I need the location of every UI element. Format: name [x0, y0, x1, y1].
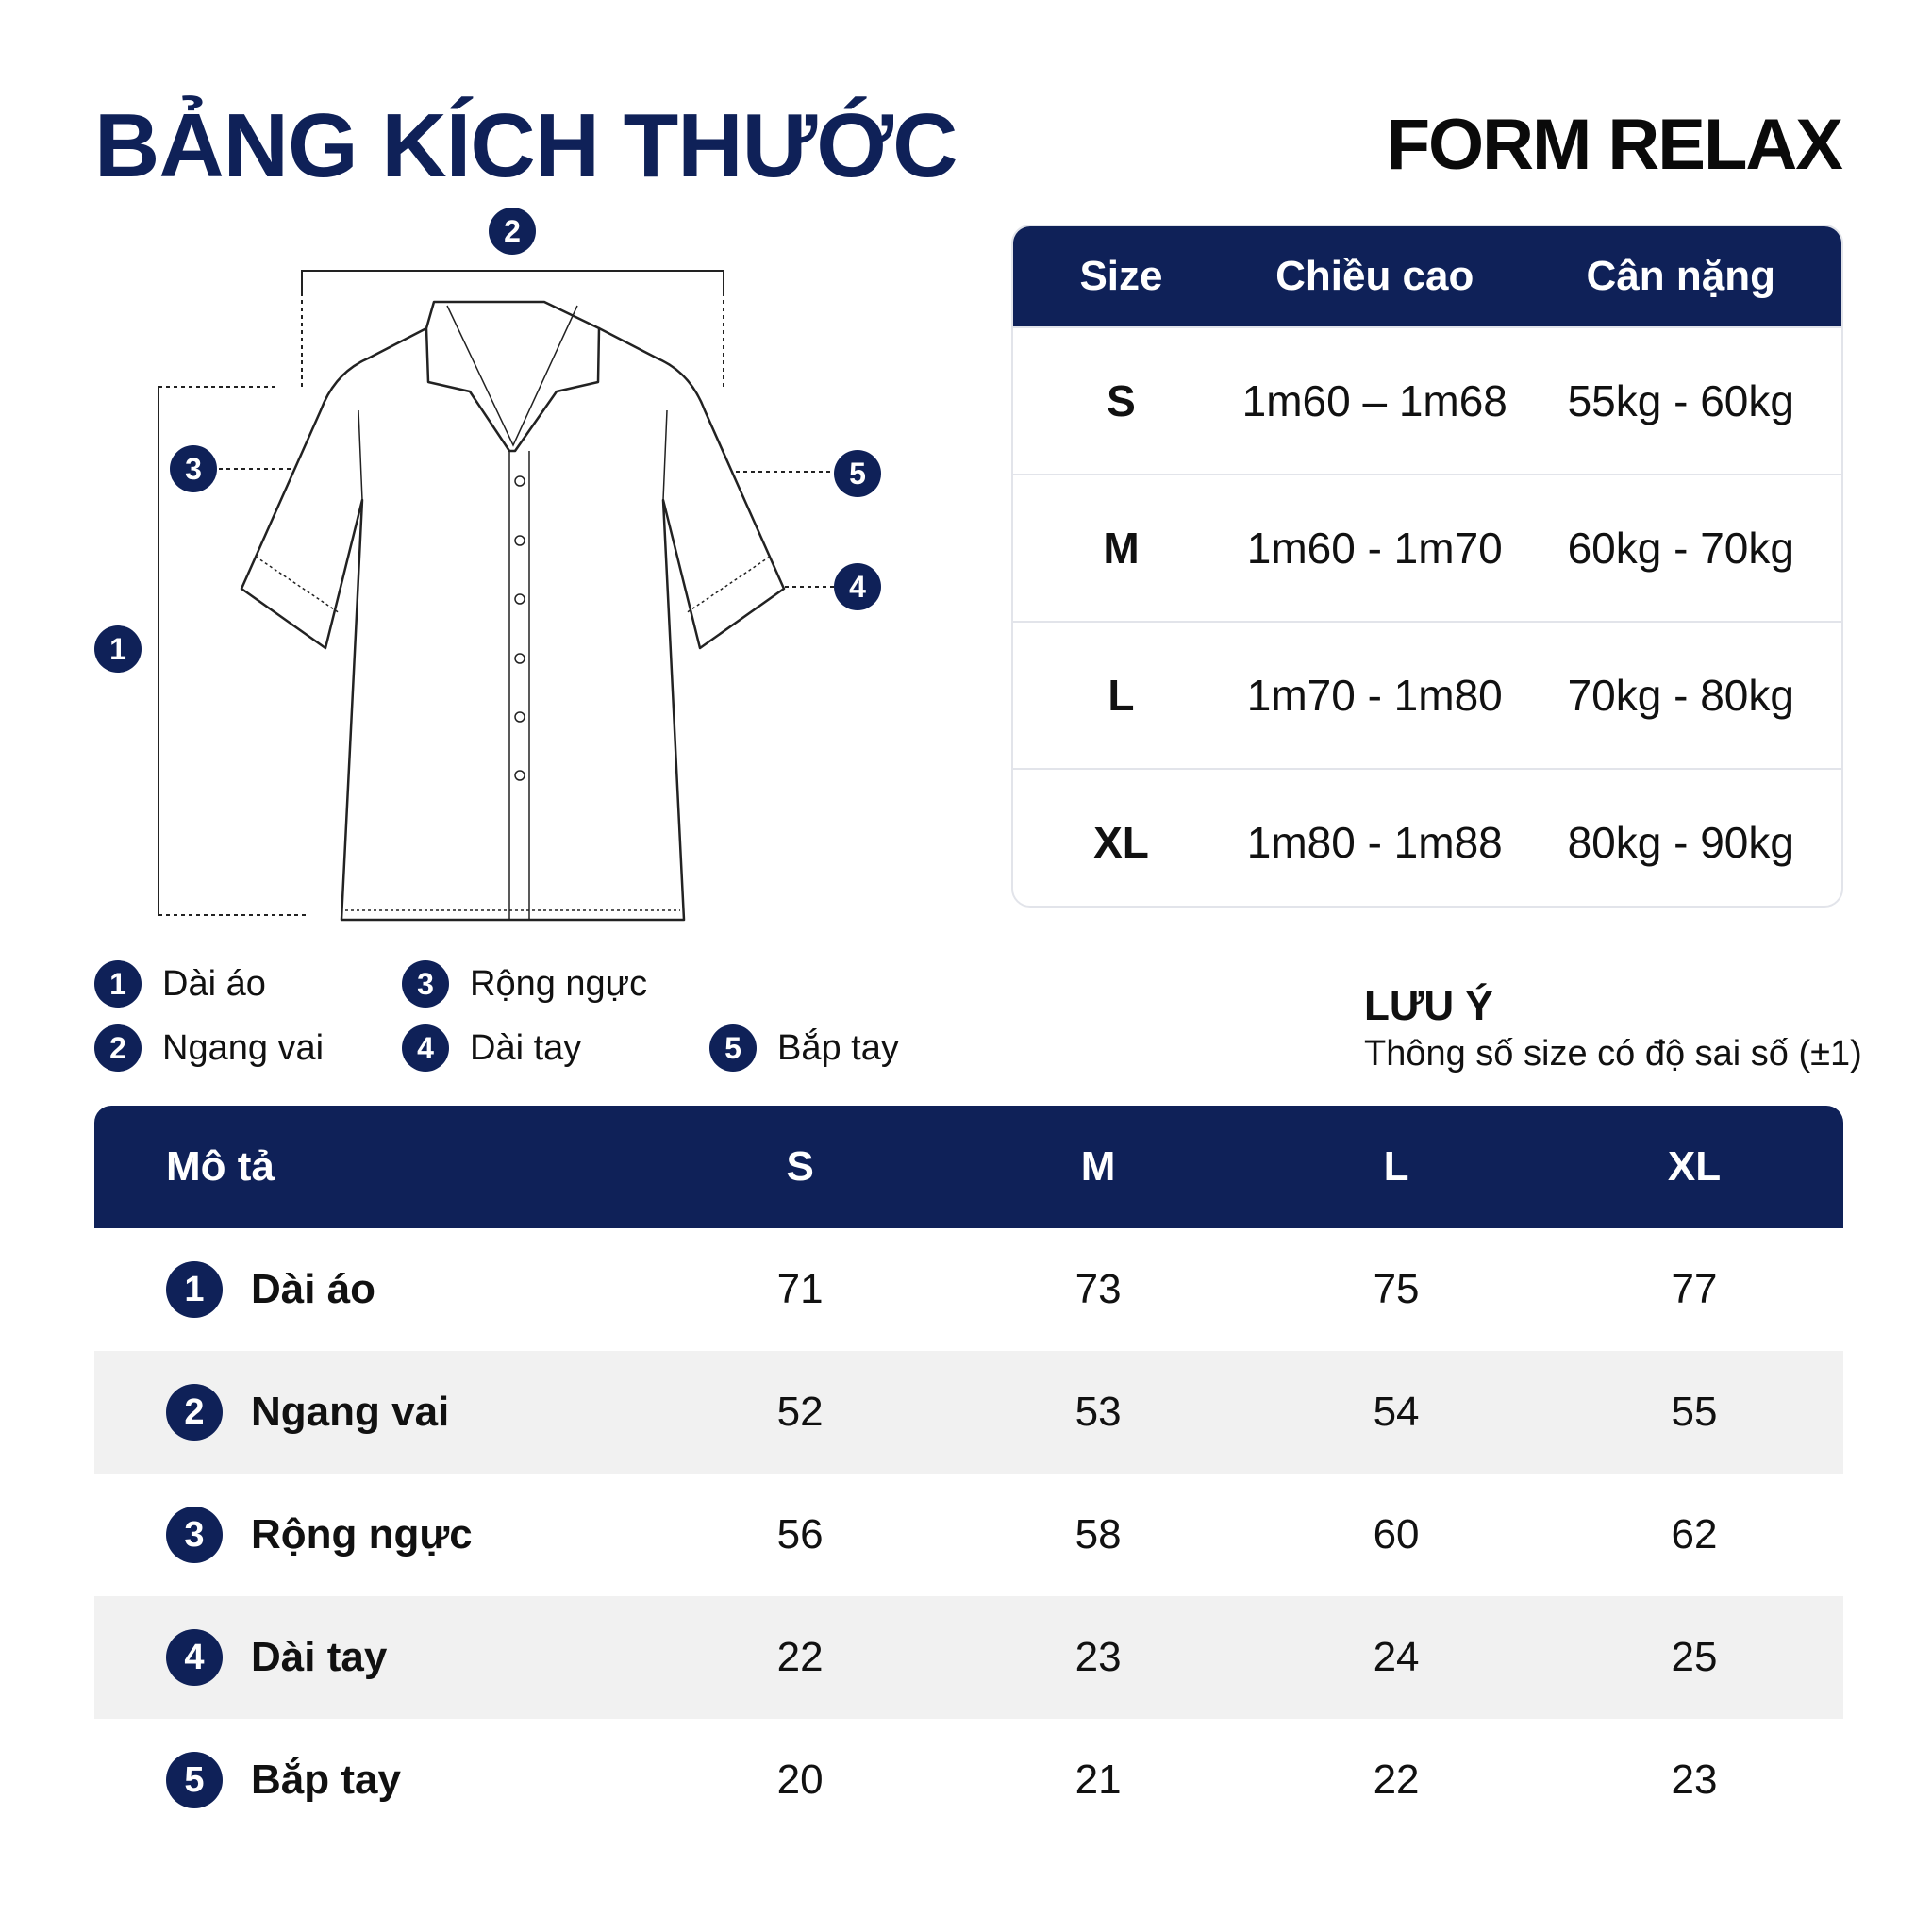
marker-3: [170, 445, 217, 492]
number-badge: 3: [402, 960, 449, 1008]
legend-item-dai-ao: [94, 960, 266, 1008]
number-badge: 5: [166, 1752, 223, 1808]
size-cell: L: [1108, 671, 1135, 720]
value-cell: 22: [1373, 1757, 1420, 1803]
header-size-s: S: [786, 1143, 814, 1190]
shoulder-guide-line: [302, 271, 724, 292]
value-cell: 55: [1671, 1389, 1718, 1435]
svg-text:3: 3: [185, 452, 202, 486]
header-weight: Cân nặng: [1586, 253, 1775, 299]
number-badge: 2: [94, 1024, 142, 1072]
row-label: Bắp tay: [251, 1757, 401, 1803]
shirt-diagram: [85, 208, 934, 943]
row-label: Ngang vai: [251, 1389, 450, 1435]
marker-1: [94, 625, 142, 673]
legend-item-bap-tay: [709, 1024, 899, 1072]
measurement-table-header: [94, 1106, 1843, 1228]
header-size-m: M: [1080, 1143, 1116, 1190]
number-badge: 2: [166, 1384, 223, 1441]
svg-text:4: 4: [849, 570, 866, 604]
marker-5: [834, 450, 881, 497]
number-badge: 1: [94, 960, 142, 1008]
header-height: Chiều cao: [1275, 253, 1474, 299]
height-cell: 1m60 – 1m68: [1241, 376, 1507, 425]
height-cell: 1m70 - 1m80: [1246, 671, 1503, 720]
table-row: [94, 1719, 1843, 1841]
note-box: [1364, 983, 1862, 1074]
value-cell: 71: [776, 1266, 824, 1312]
marker-4: [834, 563, 881, 610]
page-title: BẢNG KÍCH THƯỚC: [94, 95, 958, 196]
value-cell: 23: [1671, 1757, 1718, 1803]
size-cell: M: [1103, 524, 1140, 573]
header-description: Mô tả: [166, 1143, 275, 1190]
table-row: [94, 1596, 1843, 1719]
legend-item-rong-nguc: [402, 960, 647, 1008]
table-row: [94, 1351, 1843, 1474]
size-cell: XL: [1093, 818, 1149, 867]
row-description: [94, 1384, 651, 1441]
value-cell: 22: [776, 1634, 824, 1680]
size-table-header: [1013, 226, 1841, 326]
weight-cell: 70kg - 80kg: [1567, 671, 1794, 720]
row-description: [94, 1629, 651, 1686]
table-row: [94, 1474, 1843, 1596]
value-cell: 20: [776, 1757, 824, 1803]
table-row: [1013, 474, 1841, 621]
height-cell: 1m80 - 1m88: [1246, 818, 1503, 867]
value-cell: 25: [1671, 1634, 1718, 1680]
height-cell: 1m60 - 1m70: [1246, 524, 1503, 573]
number-badge: 4: [402, 1024, 449, 1072]
legend-label: Ngang vai: [162, 1027, 325, 1068]
value-cell: 75: [1373, 1266, 1420, 1312]
marker-2: [489, 208, 536, 255]
value-cell: 21: [1074, 1757, 1122, 1803]
table-row: [1013, 621, 1841, 768]
svg-text:1: 1: [109, 632, 126, 666]
note-text: Thông số size có độ sai số (±1): [1364, 1034, 1862, 1074]
legend-item-dai-tay: [402, 1024, 581, 1072]
measurement-legend: [94, 960, 943, 1083]
value-cell: 54: [1373, 1389, 1420, 1435]
row-description: [94, 1752, 651, 1808]
value-cell: 73: [1074, 1266, 1122, 1312]
legend-label: Dài tay: [470, 1027, 582, 1068]
row-label: Dài tay: [251, 1634, 388, 1680]
value-cell: 23: [1074, 1634, 1122, 1680]
number-badge: 3: [166, 1507, 223, 1563]
weight-cell: 60kg - 70kg: [1567, 524, 1794, 573]
measurement-table: [94, 1106, 1843, 1841]
row-description: [94, 1261, 651, 1318]
value-cell: 58: [1074, 1511, 1122, 1557]
size-cell: S: [1107, 376, 1136, 425]
value-cell: 62: [1671, 1511, 1718, 1557]
value-cell: 60: [1373, 1511, 1420, 1557]
legend-item-ngang-vai: [94, 1024, 324, 1072]
legend-label: Dài áo: [162, 963, 266, 1004]
value-cell: 52: [776, 1389, 824, 1435]
row-label: Dài áo: [251, 1266, 376, 1312]
size-table: [1011, 225, 1843, 908]
weight-cell: 55kg - 60kg: [1567, 376, 1794, 425]
header-size: Size: [1079, 253, 1163, 299]
value-cell: 53: [1074, 1389, 1122, 1435]
header-size-l: L: [1383, 1143, 1409, 1190]
svg-text:2: 2: [504, 214, 521, 248]
value-cell: 77: [1671, 1266, 1718, 1312]
header-size-xl: XL: [1667, 1143, 1722, 1190]
row-label: Rộng ngực: [251, 1511, 473, 1557]
form-label: FORM RELAX: [1386, 105, 1841, 185]
value-cell: 56: [776, 1511, 824, 1557]
number-badge: 5: [709, 1024, 757, 1072]
table-row: [94, 1228, 1843, 1351]
number-badge: 1: [166, 1261, 223, 1318]
weight-cell: 80kg - 90kg: [1567, 818, 1794, 867]
value-cell: 24: [1373, 1634, 1420, 1680]
row-description: [94, 1507, 651, 1563]
table-row: [1013, 326, 1841, 474]
legend-label: Rộng ngực: [470, 963, 648, 1004]
table-row: [1013, 768, 1841, 908]
legend-label: Bắp tay: [777, 1027, 899, 1068]
note-title: LƯU Ý: [1364, 983, 1493, 1029]
number-badge: 4: [166, 1629, 223, 1686]
svg-text:5: 5: [849, 457, 866, 491]
